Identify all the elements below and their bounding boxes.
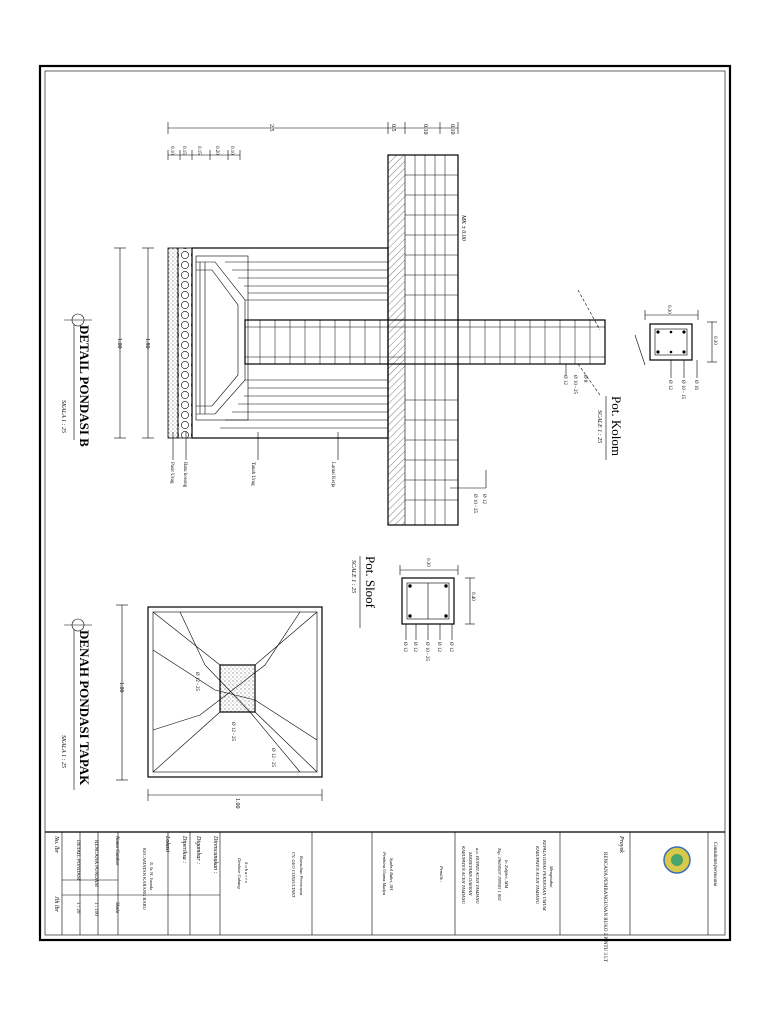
tb-lokasi-label: Lokasi — [164, 836, 170, 853]
tb-kepala-1: KEPALA DINAS PEKERJAAN UMUM — [542, 840, 547, 911]
dim-width: 1.00 — [116, 338, 122, 349]
denah-title: DENAH PONDASI TAPAK — [77, 630, 92, 786]
dim-small-5: 0.10 — [229, 146, 234, 155]
denah-scale: SKALA 1 : 25 — [60, 735, 66, 769]
tb-pemilik-name: Syahril Bahri, SH — [389, 858, 394, 891]
tb-row2-name: DETAIL PONDASI — [75, 840, 80, 881]
sloof-rebar-5: Ø 12 — [448, 642, 453, 652]
label-batu-kosong: Batu kosong — [182, 462, 187, 488]
label-sloof-d12: Ø 12 — [481, 494, 486, 504]
label-pasir-urug: Pasir Urug — [169, 462, 174, 484]
tb-sekda-2: KABUPATEN ACEH TAMIANG — [461, 846, 466, 904]
tb-sekda-1: SEKRETARIS DAERAH — [468, 852, 473, 896]
dim-inner: 1.80 — [144, 338, 150, 349]
kolom-title: Pot. Kolom — [609, 396, 624, 456]
tb-row2-scale: 1 : 20 — [75, 902, 80, 914]
tb-row1-scale: 1 : 100 — [93, 902, 98, 916]
sloof-dim-w: 0.30 — [425, 558, 430, 567]
outer-frame — [40, 66, 730, 940]
label-tanah-urug: Tanah Urug — [250, 462, 255, 486]
title-block — [45, 832, 725, 962]
pot-kolom-section — [596, 305, 717, 460]
denah-rebar-b: Ø 12 - 25 — [230, 722, 235, 742]
tb-konsultan-label: Konsultan Perencana — [299, 856, 304, 895]
tb-mengetahui: Mengetahui — [549, 866, 554, 888]
tb-kepala-2: KABUPATEN ACEH TAMIANG — [535, 846, 540, 904]
kolom-rebar-d16: Ø 16 — [693, 380, 698, 390]
tb-konsultan-name: CV. GEO CONSULTANT — [291, 852, 296, 898]
dim-top-c: 0.10 — [449, 124, 455, 135]
sloof-scale: SCALE 1 : 25 — [350, 560, 356, 594]
dim-small-1: 0.10 — [169, 146, 174, 155]
tb-lokasi-2: KECAMATAN KARANG BARU — [142, 848, 147, 910]
dim-small-2: 0.15 — [181, 146, 186, 155]
dim-top-main: 2.5 — [268, 124, 274, 132]
label-kolom-d8: Ø 8 — [582, 375, 587, 383]
tb-diperiksa: Diperiksa : — [181, 836, 187, 864]
tb-nama-gambar-label: Nama Gambar — [114, 836, 119, 866]
tb-jml-lbr: Jlh lbr — [53, 896, 59, 912]
tb-no-lbr: No. lbr — [53, 836, 59, 854]
sloof-rebar-1: Ø 12 — [402, 642, 407, 652]
label-kolom-d10-25: Ø 10 - 25 — [572, 375, 577, 395]
detail-pondasi-section — [60, 122, 605, 525]
tb-lokasi-1: Jl. Ir. H. Juanda — [149, 862, 154, 891]
tb-digambar: Digambar : — [195, 836, 201, 865]
tb-pemilik-sub: Pembina Utama Madya — [382, 852, 387, 895]
tb-skala-label: Skala — [114, 902, 119, 914]
tb-kepala-name: Ir. Zulfikri, MM — [504, 860, 509, 889]
tb-project-label: Proyek — [618, 836, 624, 853]
batu-kosong-layer — [178, 248, 192, 438]
tb-consultant-header: Consultant/perencana — [712, 842, 717, 887]
tb-direktur-title: Direktur Cabang — [237, 858, 242, 889]
kolom-dim-h: 0.30 — [712, 336, 717, 345]
label-sloof-d10-25: Ø 10 - 25 — [472, 494, 477, 514]
elevation-label: MK ± 0.00 — [460, 215, 466, 241]
detail-scale: SKALA 1 : 25 — [60, 400, 66, 434]
tb-direktur-name: S u h a r t o — [244, 862, 249, 884]
kolom-rebar-d10-15: Ø 10 - 15 — [680, 380, 685, 400]
sloof-title: Pot. Sloof — [363, 556, 378, 609]
denah-pondasi-section — [60, 605, 322, 809]
lantai-kerja-layer — [168, 248, 178, 438]
detail-title: DETAIL PONDASI B — [77, 325, 92, 447]
kolom-scale: SCALE 1 : 25 — [596, 410, 602, 444]
tb-project-name: RENCANA PEMBANGUNAN RUKO 2 PINTU 3 LT — [602, 852, 607, 962]
sloof-rebar-3: Ø 10 - 25 — [424, 642, 429, 662]
sloof-rebar-2: Ø 12 — [412, 642, 417, 652]
tb-pemilik-label: Pemilik : — [439, 866, 444, 883]
dim-top-b: 0.10 — [422, 124, 428, 135]
tb-kepala-nip: Nip. 19650507 199503 1 002 — [497, 848, 502, 901]
kolom-rebar-d12: Ø 12 — [667, 380, 672, 390]
denah-column — [220, 665, 255, 712]
denah-rebar-a: Ø 12 - 25 — [194, 672, 199, 692]
sloof-dim-h: 0.40 — [470, 592, 475, 601]
inner-frame — [45, 71, 725, 935]
sloof-rebar-4: Ø 12 — [436, 642, 441, 652]
kolom-section-box — [650, 324, 692, 360]
denah-dim-bottom: 1.00 — [234, 798, 240, 809]
dim-small-3: 0.15 — [196, 146, 201, 155]
dim-top-a: 0.5 — [390, 124, 396, 132]
kolom-dim-w: 0.30 — [666, 305, 671, 314]
label-kolom-d12: Ø 12 — [562, 375, 567, 385]
label-lantai-kerja: Lantai Kerja — [330, 462, 335, 488]
dim-small-4: 0.20 — [214, 146, 219, 155]
tb-an: a.n. BUPATI ACEH TAMIANG — [475, 848, 480, 904]
pot-sloof-section — [350, 556, 475, 662]
tb-direncanakan: Direncanakan : — [212, 836, 218, 874]
tb-row1-name: RENCANA PONDASI — [93, 840, 98, 887]
denah-rebar-c: Ø 12 - 25 — [270, 748, 275, 768]
denah-dim-side: 1.00 — [118, 682, 124, 693]
